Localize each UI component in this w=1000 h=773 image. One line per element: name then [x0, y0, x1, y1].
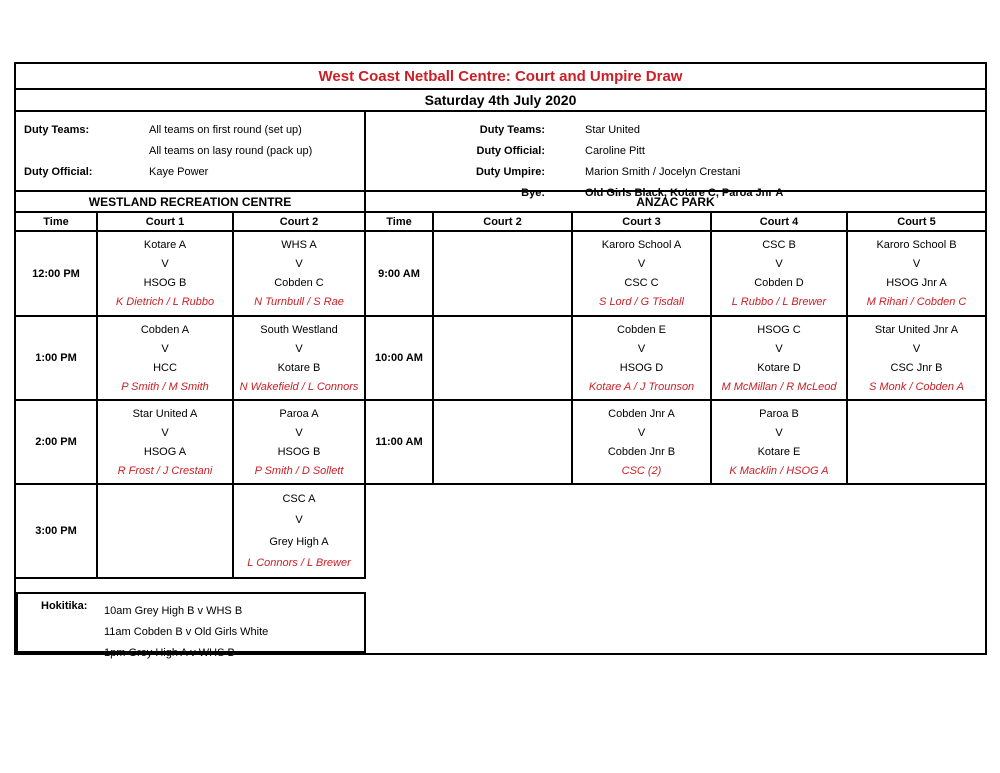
umpire-names: P Smith / M Smith [121, 380, 209, 393]
umpire-names: R Frost / J Crestani [117, 464, 213, 477]
team-name: Star United A [132, 407, 198, 420]
column-header-court1-westland: Court 1 [98, 213, 234, 232]
column-header-court3-anzac: Court 3 [573, 213, 712, 232]
venue-header-anzac: ANZAC PARK [366, 192, 985, 213]
team-name: WHS A [281, 238, 317, 251]
umpire-names: S Monk / Cobden A [869, 380, 964, 393]
team-name: Karoro School A [601, 238, 682, 251]
team-name: Cobden Jnr A [608, 407, 675, 420]
vs-label: V [775, 342, 783, 355]
duty-right-teams-label: Duty Teams: [479, 123, 545, 136]
duty-teams-line-1 [24, 119, 364, 140]
time-cell: 10:00 AM [366, 317, 434, 401]
duty-teams-value-1: All teams on first round (set up) [149, 123, 302, 136]
duty-teams-value-2: All teams on lasy round (pack up) [149, 144, 313, 157]
vs-label: V [637, 257, 646, 270]
date-heading: Saturday 4th July 2020 [16, 90, 985, 112]
vs-label: V [637, 426, 646, 439]
time-cell: 2:00 PM [16, 401, 98, 485]
time-cell: 1:00 PM [16, 317, 98, 401]
match-cell [234, 232, 366, 317]
duty-right-official-value: Caroline Pitt [585, 144, 645, 157]
venue-header-row [16, 192, 985, 213]
team-name: HSOG B [277, 445, 321, 458]
match-cell [234, 401, 366, 485]
team-name: Cobden D [754, 277, 804, 290]
duty-right-teams-row [366, 119, 985, 140]
vs-label: V [295, 514, 303, 527]
match-cell [712, 317, 848, 401]
team-name: CSC A [282, 492, 316, 505]
hokitika-box [16, 592, 366, 659]
umpire-names: S Lord / G Tisdall [599, 296, 684, 309]
bye-value: Old Girls Black, Kotare C, Paroa Jnr A [585, 186, 784, 199]
match-cell [234, 485, 366, 579]
time-cell: 11:00 AM [366, 401, 434, 485]
vs-label: V [775, 257, 783, 270]
team-name: Cobden A [140, 323, 190, 336]
time-cell: 9:00 AM [366, 232, 434, 317]
vs-label: V [637, 342, 646, 355]
empty-match-cell [848, 401, 985, 485]
westland-match-grid [16, 232, 366, 579]
duty-right-panel [366, 112, 985, 199]
vs-label: V [295, 342, 303, 355]
team-name: Kotare A [143, 238, 187, 251]
match-cell [98, 317, 234, 401]
team-name: CSC B [762, 238, 796, 251]
duty-teams-label: Duty Teams: [24, 123, 90, 136]
duty-official-label: Duty Official: [24, 165, 93, 178]
vs-label: V [912, 342, 921, 355]
team-name: Paroa A [279, 407, 319, 420]
hokitika-line: 11am Cobden B v Old Girls White [104, 625, 269, 638]
team-name: CSC C [624, 277, 659, 290]
team-name: Kotare E [757, 445, 801, 458]
vs-label: V [295, 257, 303, 270]
team-name: South Westland [260, 323, 338, 336]
umpire-names: Kotare A / J Trounson [588, 380, 695, 393]
match-cell [234, 317, 366, 401]
anzac-match-grid [366, 232, 985, 485]
umpire-names: P Smith / D Sollett [254, 464, 344, 477]
column-header-court2-anzac: Court 2 [434, 213, 573, 232]
umpire-names: M McMillan / R McLeod [721, 380, 837, 393]
vs-label: V [161, 342, 169, 355]
match-cell [573, 232, 712, 317]
team-name: HSOG B [143, 277, 187, 290]
umpire-names: K Macklin / HSOG A [729, 464, 829, 477]
vs-label: V [912, 257, 921, 270]
hokitika-line: 10am Grey High B v WHS B [104, 604, 243, 617]
team-name: Kotare B [277, 361, 321, 374]
match-cell [848, 232, 985, 317]
duty-right-official-row [366, 140, 985, 161]
hokitika-line: 1pm Grey High A v WHS B [104, 646, 235, 659]
venue-header-westland: WESTLAND RECREATION CENTRE [16, 192, 366, 213]
time-cell: 12:00 PM [16, 232, 98, 317]
page-title: West Coast Netball Centre: Court and Umpire Draw [16, 64, 985, 90]
duty-umpire-row [366, 161, 985, 182]
umpire-names: N Wakefield / L Connors [239, 380, 359, 393]
column-header-time-anzac: Time [366, 213, 434, 232]
team-name: HSOG Jnr A [886, 277, 947, 290]
team-name: Kotare D [757, 361, 801, 374]
draw-sheet [14, 62, 987, 659]
team-name: Karoro School B [876, 238, 957, 251]
time-cell: 3:00 PM [16, 485, 98, 579]
team-name: Cobden Jnr B [607, 445, 676, 458]
team-name: Paroa B [759, 407, 799, 420]
match-cell [712, 232, 848, 317]
duty-right-teams-value: Star United [585, 123, 641, 136]
bye-label: Bye: [521, 186, 545, 199]
duty-official-line [24, 161, 364, 182]
vs-label: V [295, 426, 303, 439]
umpire-names: L Connors / L Brewer [247, 557, 351, 570]
duty-teams-line-2 [24, 140, 364, 161]
vs-label: V [161, 257, 169, 270]
team-name: HSOG A [143, 445, 187, 458]
team-name: Grey High A [269, 535, 329, 548]
team-name: HSOG C [757, 323, 801, 336]
duty-umpire-value: Marion Smith / Jocelyn Crestani [585, 165, 741, 178]
duty-right-official-label: Duty Official: [476, 144, 545, 157]
vs-label: V [161, 426, 169, 439]
duty-section [16, 112, 985, 199]
match-cell [573, 401, 712, 485]
empty-match-cell [434, 401, 573, 485]
hokitika-lines [104, 594, 269, 659]
column-header-court2-westland: Court 2 [234, 213, 366, 232]
umpire-names: K Dietrich / L Rubbo [115, 296, 215, 309]
team-name: HSOG D [619, 361, 664, 374]
match-cell [573, 317, 712, 401]
match-cell [98, 232, 234, 317]
empty-match-cell [98, 485, 234, 579]
team-name: Cobden E [617, 323, 666, 336]
match-cell [712, 401, 848, 485]
column-header-court4-anzac: Court 4 [712, 213, 848, 232]
hokitika-label: Hokitika: [41, 600, 88, 612]
empty-match-cell [434, 317, 573, 401]
column-header-court5-anzac: Court 5 [848, 213, 985, 232]
column-header-time-westland: Time [16, 213, 98, 232]
umpire-names: CSC (2) [621, 464, 662, 477]
vs-label: V [775, 426, 783, 439]
match-cell [98, 401, 234, 485]
umpire-names: N Turnbull / S Rae [254, 296, 344, 309]
team-name: HCC [153, 361, 177, 374]
duty-official-value: Kaye Power [149, 165, 209, 178]
umpire-names: L Rubbo / L Brewer [731, 296, 827, 309]
duty-left-panel [16, 112, 366, 190]
empty-match-cell [434, 232, 573, 317]
umpire-names: M Rihari / Cobden C [866, 296, 967, 309]
column-header-row [16, 213, 985, 232]
duty-umpire-label: Duty Umpire: [475, 165, 545, 178]
match-cell [848, 317, 985, 401]
team-name: Cobden C [274, 277, 324, 290]
team-name: Star United Jnr A [874, 323, 959, 336]
team-name: CSC Jnr B [890, 361, 943, 374]
